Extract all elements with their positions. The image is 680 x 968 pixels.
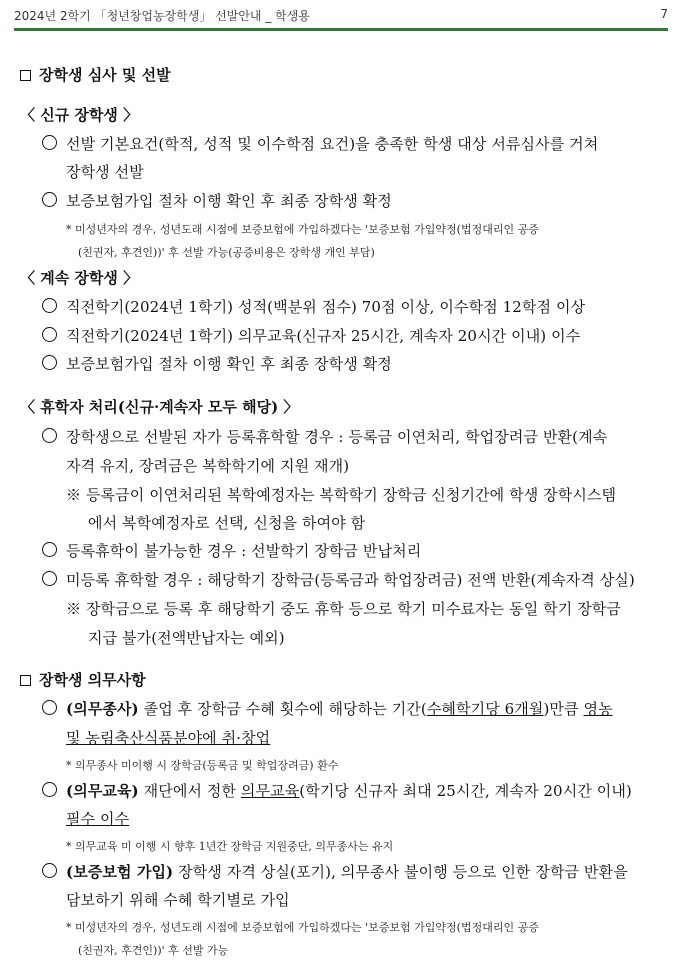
circle-bullet-icon xyxy=(42,428,57,443)
leave-item-2: 등록휴학이 불가능한 경우 : 선발학기 장학금 반납처리 xyxy=(66,542,422,560)
header-title: 2024년 2학기 「청년창업농장학생」 선발안내 _ 학생용 xyxy=(14,9,310,23)
circle-bullet-icon xyxy=(42,542,57,557)
circle-bullet-icon xyxy=(42,700,57,715)
duty-insurance-note-line-1: * 미성년자의 경우, 성년도래 시점에 보증보험에 가입하겠다는 '보증보험 가입약정(법정대리인 공증 xyxy=(66,921,539,934)
circle-bullet-icon xyxy=(42,135,57,150)
circle-bullet-icon xyxy=(42,298,57,313)
duty-insurance-line-2: 담보하기 위해 수혜 학기별로 가입 xyxy=(66,891,290,909)
section-heading-selection: 장학생 심사 및 선발 xyxy=(20,64,171,85)
leave-remark-2-line-1: ※ 장학금으로 등록 후 해당학기 중도 휴학 등으로 학기 미수료자는 동일 학기 장학금 xyxy=(66,600,621,618)
leave-remark-2-line-2: 지급 불가(전액반납자는 예외) xyxy=(88,629,285,647)
continuing-item-1: 직전학기(2024년 1학기) 성적(백분위 점수) 70점 이상, 이수학점 12학점 이상 xyxy=(66,298,586,316)
new-item-1-line-2: 장학생 선발 xyxy=(66,163,144,181)
subheading-new-students: 〈 신규 장학생 〉 xyxy=(20,106,139,124)
continuing-item-3: 보증보험가입 절차 이행 확인 후 최종 장학생 확정 xyxy=(66,355,392,373)
page-number: 7 xyxy=(660,7,668,21)
leave-item-1-line-1: 장학생으로 선발된 자가 등록휴학할 경우 : 등록금 이연처리, 학업장려금 반환(계속 xyxy=(66,428,608,446)
duty-education-line-1: (의무교육) 재단에서 정한 의무교육(학기당 신규자 최대 25시간, 계속자 20시간 이내) xyxy=(66,782,632,800)
leave-item-1-line-2: 자격 유지, 장려금은 복학학기에 지원 재개) xyxy=(66,457,350,475)
circle-bullet-icon xyxy=(42,355,57,370)
continuing-item-2: 직전학기(2024년 1학기) 의무교육(신규자 25시간, 계속자 20시간 이내) 이수 xyxy=(66,327,581,345)
subheading-continuing-students: 〈 계속 장학생 〉 xyxy=(20,269,139,287)
leave-remark-1-line-1: ※ 등록금이 이연처리된 복학예정자는 복학학기 장학금 신청기간에 학생 장학시스템 xyxy=(66,486,617,504)
header-divider xyxy=(14,28,668,31)
duty-insurance-note-line-2: (친권자, 후견인))' 후 선발 가능 xyxy=(78,944,229,957)
circle-bullet-icon xyxy=(42,571,57,586)
new-note-line-2: (친권자, 후견인))' 후 선발 가능(공증비용은 장학생 개인 부담) xyxy=(78,246,375,259)
leave-remark-1-line-2: 에서 복학예정자로 선택, 신청을 하여야 함 xyxy=(88,514,366,532)
subheading-leave-of-absence: 〈 휴학자 처리(신규·계속자 모두 해당) 〉 xyxy=(20,398,299,416)
section-heading-obligations: 장학생 의무사항 xyxy=(20,669,146,690)
circle-bullet-icon xyxy=(42,192,57,207)
new-note-line-1: * 미성년자의 경우, 성년도래 시점에 보증보험에 가입하겠다는 '보증보험 가입약정(법정대리인 공증 xyxy=(66,223,539,236)
checkbox-square-icon xyxy=(20,70,31,81)
page-header xyxy=(14,5,668,27)
checkbox-square-icon xyxy=(20,675,31,686)
duty-employment-note: * 의무종사 미이행 시 장학금(등록금 및 학업장려금) 환수 xyxy=(66,759,339,772)
duty-education-note: * 의무교육 미 이행 시 향후 1년간 장학금 지원중단, 의무종사는 유지 xyxy=(66,840,394,853)
duty-employment-line-2: 및 농림축산식품분야에 취·창업 xyxy=(66,729,271,747)
new-item-1-line-1: 선발 기본요건(학적, 성적 및 이수학점 요건)을 충족한 학생 대상 서류심사를 거쳐 xyxy=(66,135,599,153)
duty-education-line-2: 필수 이수 xyxy=(66,810,130,828)
circle-bullet-icon xyxy=(42,782,57,797)
new-item-2: 보증보험가입 절차 이행 확인 후 최종 장학생 확정 xyxy=(66,192,392,210)
leave-item-3: 미등록 휴학할 경우 : 해당학기 장학금(등록금과 학업장려금) 전액 반환(계속자격 상실) xyxy=(66,571,635,589)
circle-bullet-icon xyxy=(42,327,57,342)
duty-insurance-line-1: (보증보험 가입) 장학생 자격 상실(포기), 의무종사 불이행 등으로 인한 장학금 반환을 xyxy=(66,863,628,881)
circle-bullet-icon xyxy=(42,863,57,878)
duty-employment-line-1: (의무종사) 졸업 후 장학금 수혜 횟수에 해당하는 기간(수혜학기당 6개월)만큼 영농 xyxy=(66,700,613,718)
